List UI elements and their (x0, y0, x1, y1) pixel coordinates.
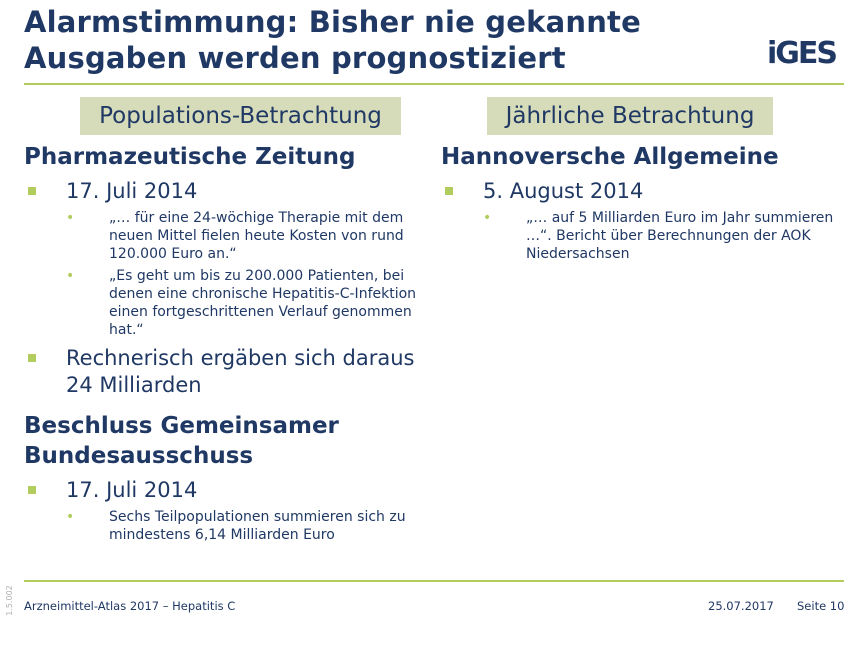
iges-logo: iGES (767, 36, 837, 71)
title-line-1: Alarmstimmung: Bisher nie gekannte (24, 5, 641, 39)
sub-bullet-note (24, 508, 434, 544)
bullet-result-text: Rechnerisch ergäben sich daraus 24 Milliarden (66, 346, 415, 397)
slide-title (24, 4, 724, 76)
bottom-divider (24, 580, 844, 582)
quote-right-text: „… auf 5 Milliarden Euro im Jahr summieren …“. Bericht über Berechnungen der AOK Niedersachsen (526, 210, 834, 262)
bullet-date-1-text: 17. Juli 2014 (66, 179, 198, 203)
bullet-dot-icon: • (483, 210, 492, 226)
pharmazeutische-zeitung-heading: Pharmazeutische Zeitung (24, 144, 356, 170)
right-column (441, 142, 851, 263)
bullet-result (24, 345, 434, 399)
bullet-dot-icon: • (66, 210, 75, 226)
slide-code: 1.5.002 (4, 585, 14, 616)
note-text: Sechs Teilpopulationen summieren sich zu mindestens 6,14 Milliarden Euro (109, 509, 406, 543)
g-ba-heading: Beschluss Gemeinsamer Bundesausschuss (24, 413, 339, 469)
bullet-square-icon (28, 354, 36, 362)
bullet-date-right-text: 5. August 2014 (483, 179, 644, 203)
sub-bullet-quote-right (441, 209, 851, 263)
bullet-date-1 (24, 178, 434, 205)
bullet-square-icon (445, 187, 453, 195)
sub-bullet-quote-2 (24, 267, 434, 339)
bullet-date-2-text: 17. Juli 2014 (66, 478, 198, 502)
bullet-date-right (441, 178, 851, 205)
annual-view-tag: Jährliche Betrachtung (487, 97, 773, 135)
left-column (24, 142, 434, 544)
bullet-square-icon (28, 486, 36, 494)
quote-2-text: „Es geht um bis zu 200.000 Patienten, bei denen eine chronische Hepatitis-C-Infektion einen fortgeschrittenen Verlauf genommen hat.“ (109, 268, 417, 338)
top-divider (24, 83, 844, 85)
bullet-date-2 (24, 477, 434, 504)
page-number: Seite 10 (797, 599, 845, 613)
bullet-dot-icon: • (66, 509, 75, 525)
quote-1-text: „… für eine 24-wöchige Therapie mit dem neuen Mittel fielen heute Kosten von rund 120.000 Euro an.“ (109, 210, 404, 262)
title-line-2: Ausgaben werden prognostiziert (24, 41, 566, 75)
bullet-dot-icon: • (66, 268, 75, 284)
hannoversche-allgemeine-heading: Hannoversche Allgemeine (441, 144, 779, 170)
sub-bullet-quote-1 (24, 209, 434, 263)
bullet-square-icon (28, 187, 36, 195)
footer-source: Arzneimittel-Atlas 2017 – Hepatitis C (24, 599, 236, 613)
population-view-tag: Populations-Betrachtung (80, 97, 401, 135)
footer-date: 25.07.2017 (708, 599, 774, 613)
